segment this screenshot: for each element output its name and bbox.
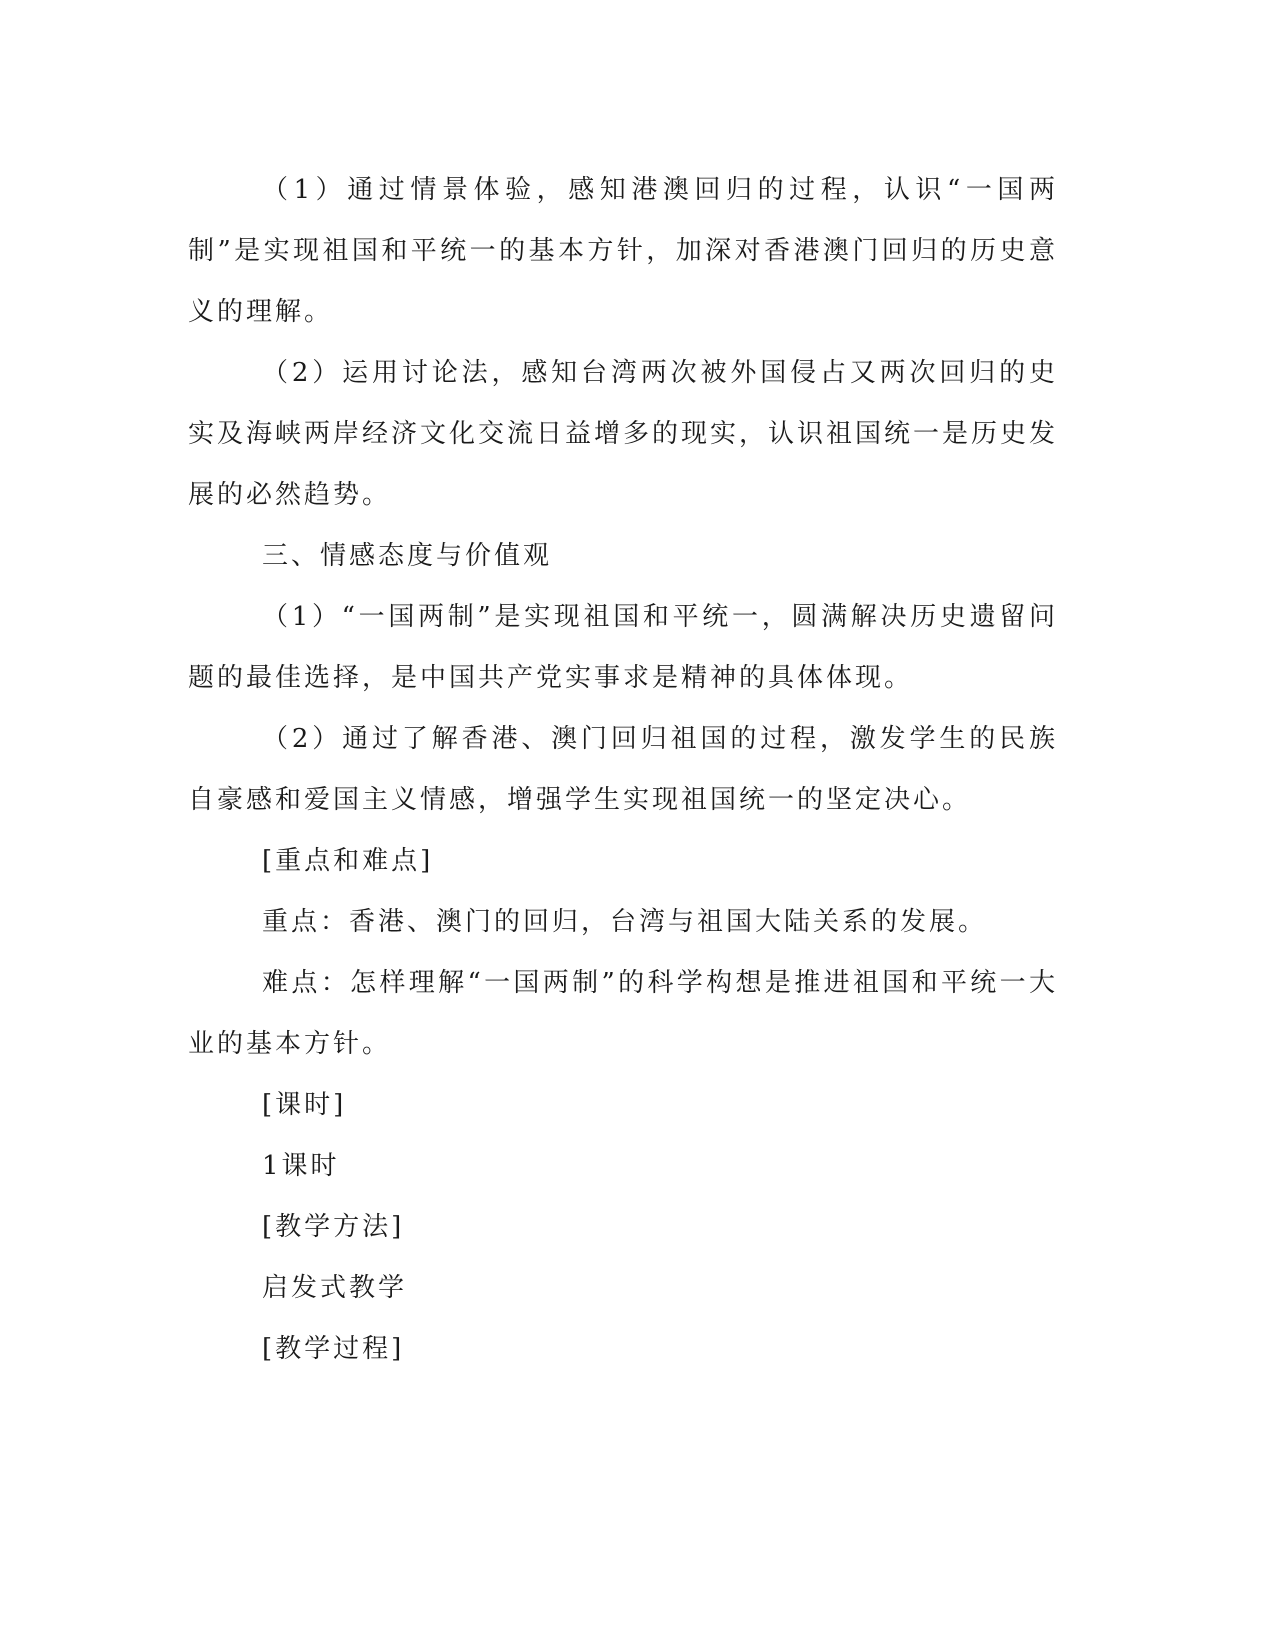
heading-class-hours: [课时] [262,1090,347,1120]
class-hours-text: 1课时 [262,1151,340,1181]
heading-teaching-method: [教学方法] [262,1212,405,1242]
objective-paragraph-2: （2）运用讨论法，感知台湾两次被外国侵占又两次回归的史实及海峡两岸经济文化交流日益增多的现实，认识祖国统一是历史发展的必然趋势。 [188,358,1059,510]
objective-paragraph-1: （1）通过情景体验，感知港澳回归的过程，认识“一国两制”是实现祖国和平统一的基本方针，加深对香港澳门回归的历史意义的理解。 [188,175,1058,327]
teaching-method-text: 启发式教学 [262,1273,408,1303]
document-body [188,160,1058,1380]
difficult-point-text: 难点：怎样理解“一国两制”的科学构想是推进祖国和平统一大业的基本方针。 [188,968,1058,1059]
section-heading-values: 三、情感态度与价值观 [262,541,553,571]
heading-key-difficult-points: [重点和难点] [262,846,434,876]
values-paragraph-1: （1）“一国两制”是实现祖国和平统一，圆满解决历史遗留问题的最佳选择，是中国共产党实事求是精神的具体体现。 [188,602,1058,693]
key-point-text: 重点：香港、澳门的回归，台湾与祖国大陆关系的发展。 [262,907,988,937]
heading-teaching-process: [教学过程] [262,1334,405,1364]
values-paragraph-2: （2）通过了解香港、澳门回归祖国的过程，激发学生的民族自豪感和爱国主义情感，增强学生实现祖国统一的坚定决心。 [188,724,1058,815]
